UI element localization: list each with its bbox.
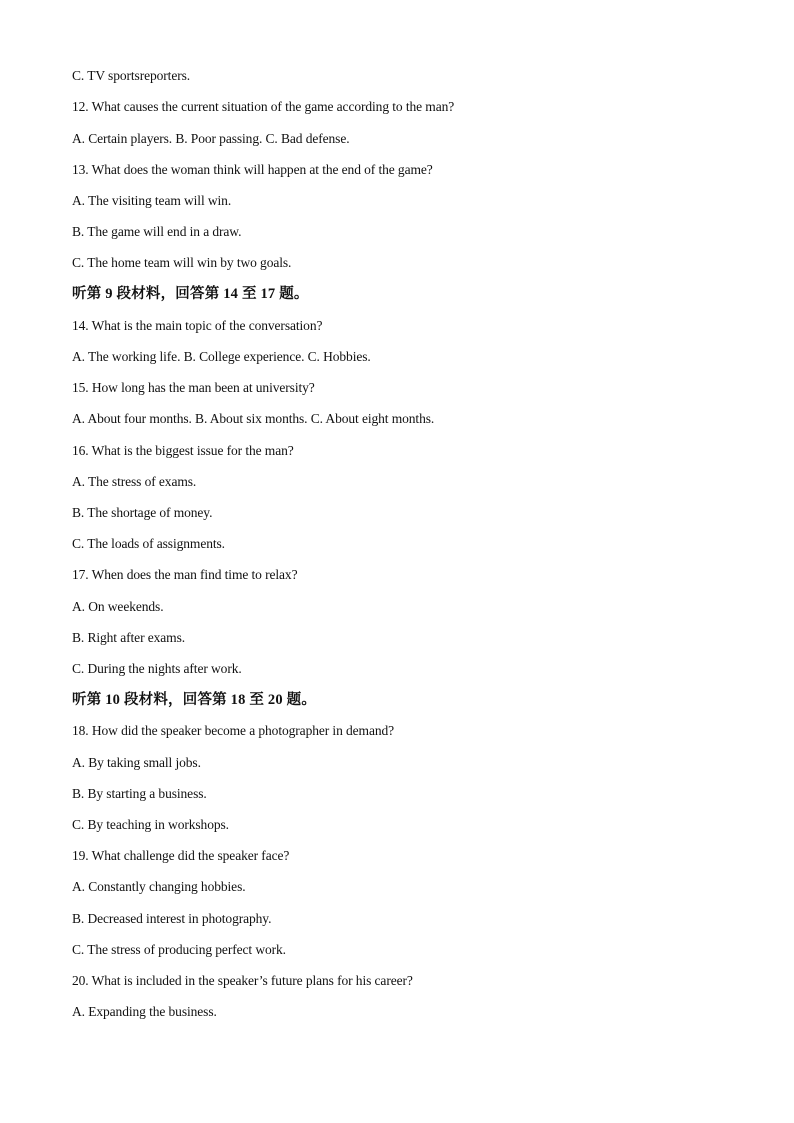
option-17c: C. During the nights after work. [72,661,242,676]
section-heading-10: 听第 10 段材料，回答第 18 至 20 题。 [72,692,317,708]
question-14: 14. What is the main topic of the conversation? [72,318,323,333]
option-18a: A. By taking small jobs. [72,755,201,770]
options-14: A. The working life. B. College experience. C. Hobbies. [72,349,371,364]
option-16b: B. The shortage of money. [72,505,213,520]
section-heading-9: 听第 9 段材料，回答第 14 至 17 题。 [72,286,309,302]
question-18: 18. How did the speaker become a photographer in demand? [72,723,395,738]
option-16c: C. The loads of assignments. [72,536,225,551]
option-17b: B. Right after exams. [72,630,185,645]
question-19: 19. What challenge did the speaker face? [72,848,290,863]
option-17a: A. On weekends. [72,599,164,614]
question-13: 13. What does the woman think will happen at the end of the game? [72,162,433,177]
option-19a: A. Constantly changing hobbies. [72,879,246,894]
option-13b: B. The game will end in a draw. [72,224,242,239]
option-19c: C. The stress of producing perfect work. [72,942,286,957]
question-20: 20. What is included in the speaker’s future plans for his career? [72,973,413,988]
options-12: A. Certain players. B. Poor passing. C. Bad defense. [72,131,350,146]
question-17: 17. When does the man find time to relax? [72,567,298,582]
option-13a: A. The visiting team will win. [72,193,232,208]
option-16a: A. The stress of exams. [72,474,197,489]
question-12: 12. What causes the current situation of the game according to the man? [72,99,455,114]
option-19b: B. Decreased interest in photography. [72,911,272,926]
option-13c: C. The home team will win by two goals. [72,255,292,270]
option-18b: B. By starting a business. [72,786,207,801]
option-11c: C. TV sportsreporters. [72,68,191,83]
option-18c: C. By teaching in workshops. [72,817,229,832]
question-16: 16. What is the biggest issue for the man? [72,443,294,458]
question-15: 15. How long has the man been at university? [72,380,315,395]
option-20a: A. Expanding the business. [72,1004,217,1019]
options-15: A. About four months. B. About six months. C. About eight months. [72,411,435,426]
